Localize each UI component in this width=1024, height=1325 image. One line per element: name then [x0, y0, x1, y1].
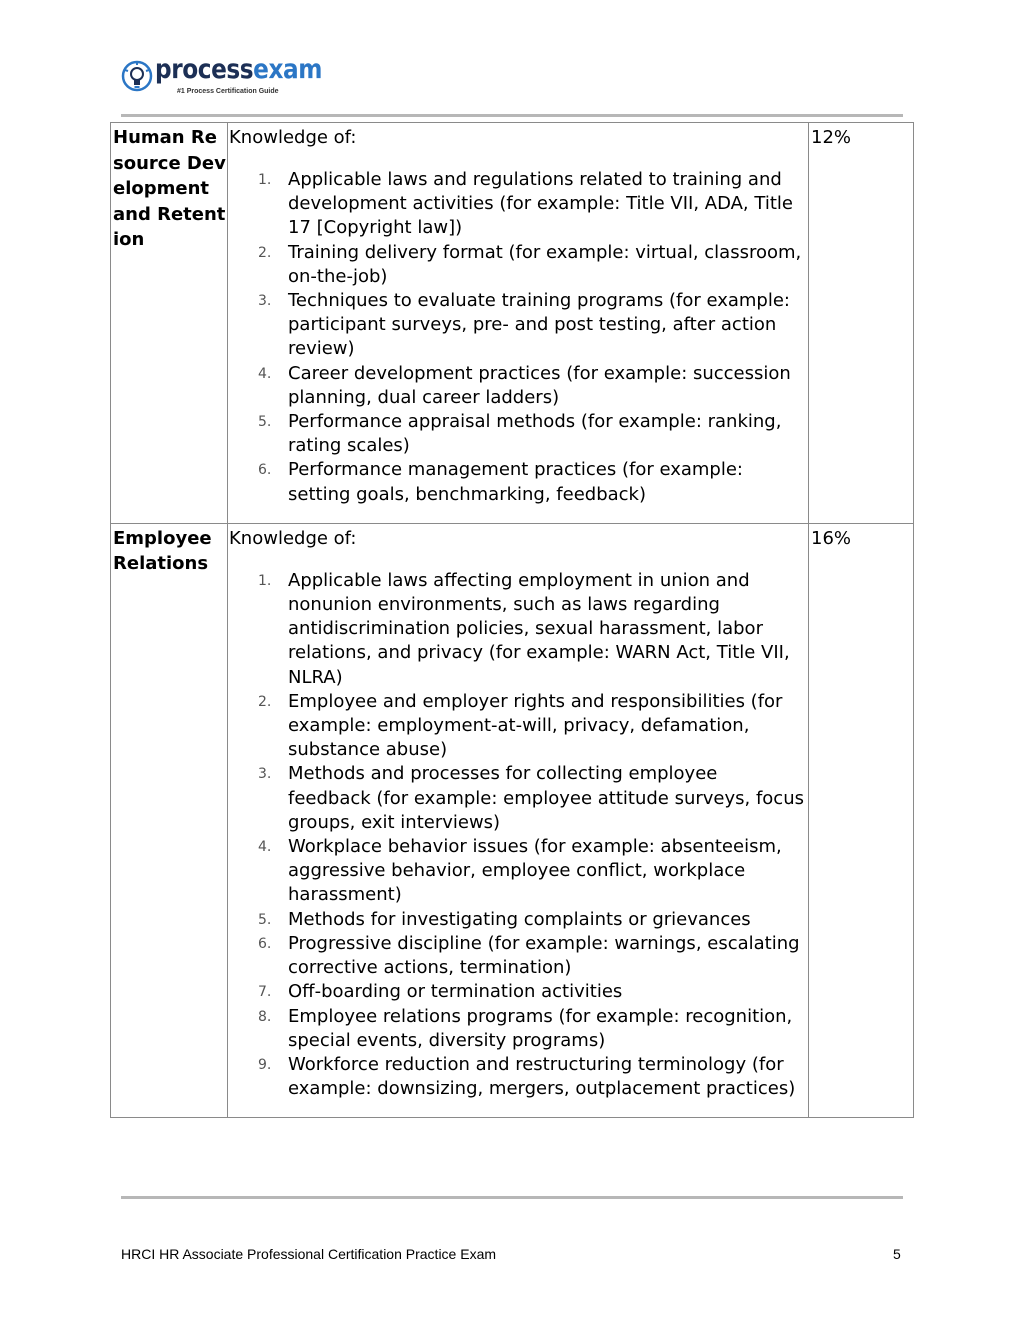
logo-tagline: #1 Process Certification Guide	[177, 88, 279, 95]
table-row	[111, 523, 914, 1117]
domain-name-cell	[111, 123, 228, 524]
exam-domains-table	[110, 122, 914, 1118]
knowledge-label: Knowledge of:	[229, 127, 357, 148]
logo-wordmark: processexam	[155, 54, 323, 85]
list-item: 2. Training delivery format (for example: virtual, classroom, on-the-job)	[258, 241, 802, 287]
domain-knowledge-cell	[228, 523, 809, 1117]
domain-weight-cell	[809, 523, 914, 1117]
domain-name: Employee Relations	[113, 527, 212, 575]
list-item: 8. Employee relations programs (for example: recognition, special events, diversity programs)	[258, 1005, 793, 1051]
knowledge-list	[228, 168, 808, 507]
domain-name-cell	[111, 523, 228, 1117]
table-row	[111, 123, 914, 524]
list-item: 2. Employee and employer rights and responsibilities (for example: employment-at-will, privacy, defamation, substance abuse)	[258, 690, 783, 761]
knowledge-list	[228, 569, 808, 1101]
footer-title: HRCI HR Associate Professional Certification Practice Exam	[121, 1246, 497, 1262]
list-item: 1. Applicable laws affecting employment in union and nonunion environments, such as laws regarding antidiscrimination policies, sexual harassment, labor relations, and privacy (for example: WARN Act, Title VII, NLRA)	[258, 569, 790, 688]
knowledge-label: Knowledge of:	[229, 527, 357, 549]
header-rule	[121, 114, 903, 117]
list-item: 4. Career development practices (for example: succession planning, dual career ladders)	[258, 362, 791, 408]
domain-name: Human Resource Development and Retention	[113, 127, 226, 250]
list-item: 6. Performance management practices (for example: setting goals, benchmarking, feedback)	[258, 459, 744, 505]
page-number: 5	[893, 1246, 901, 1262]
domain-weight-cell	[809, 123, 914, 524]
list-item: 4. Workplace behavior issues (for example: absenteeism, aggressive behavior, employee conflict, workplace harassment)	[258, 836, 782, 906]
lightbulb-gear-icon	[121, 60, 155, 96]
list-item: 5. Methods for investigating complaints or grievances	[258, 908, 751, 930]
list-item: 3. Techniques to evaluate training programs (for example: participant surveys, pre- and post testing, after action review)	[258, 290, 790, 360]
list-item: 1. Applicable laws and regulations related to training and development activities (for example: Title VII, ADA, Title 17 [Copyright law])	[258, 169, 793, 239]
domain-weight: 12%	[811, 127, 852, 148]
footer-rule	[121, 1196, 903, 1199]
list-item: 6. Progressive discipline (for example: warnings, escalating corrective actions, termination)	[258, 932, 800, 979]
domain-weight: 16%	[811, 527, 852, 549]
list-item: 7. Off-boarding or termination activities	[258, 981, 623, 1003]
list-item: 3. Methods and processes for collecting employee feedback (for example: employee attitude surveys, focus groups, exit interviews)	[258, 763, 804, 833]
list-item: 5. Performance appraisal methods (for example: ranking, rating scales)	[258, 411, 782, 457]
domain-knowledge-cell	[228, 123, 809, 524]
list-item: 9. Workforce reduction and restructuring terminology (for example: downsizing, mergers, outplacement practices)	[258, 1053, 796, 1100]
